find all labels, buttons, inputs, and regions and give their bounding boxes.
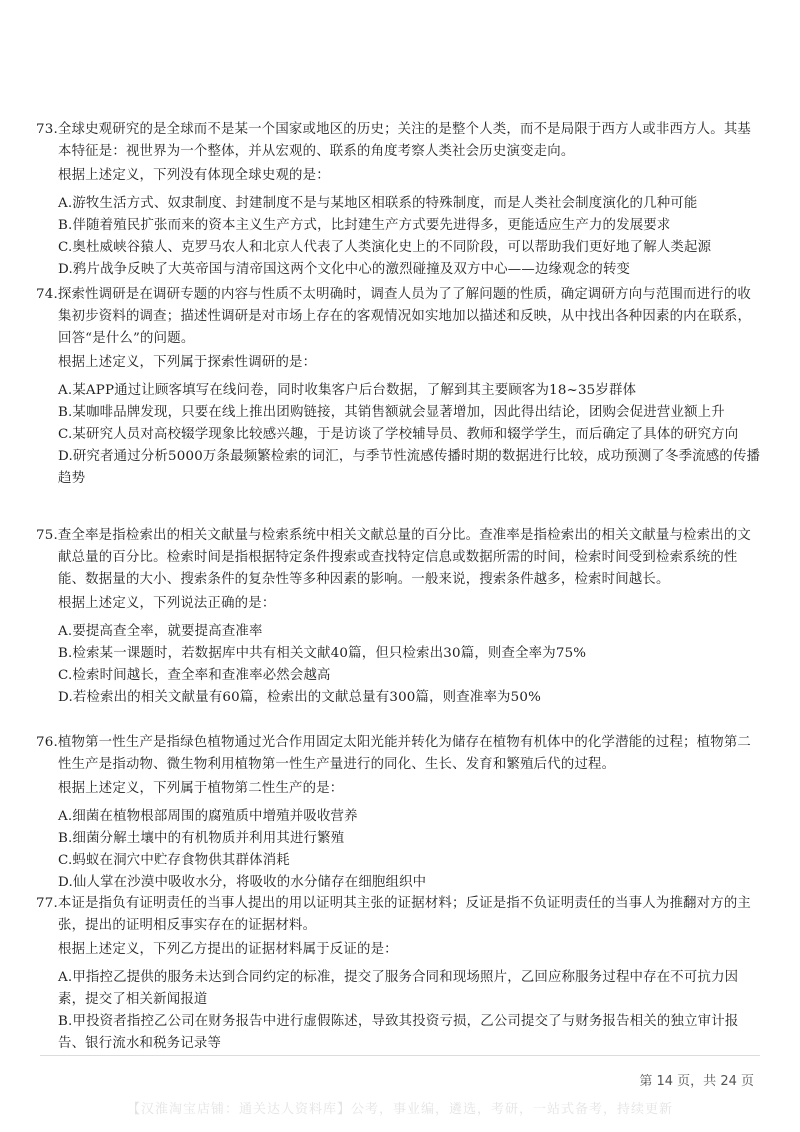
question-73 (36, 119, 764, 281)
option-a: A.某APP通过让顾客填写在线问卷，同时收集客户后台数据，了解到其主要顾客为18~35岁群体 (58, 383, 637, 398)
question-stem: 75.查全率是指检索出的相关文献量与检索系统中相关文献总量的百分比。查准率是指检索出的相关文献量与检索出的文献总量的百分比。检索时间是指根据特定条件搜索或查找特定信息或数据所需的时间，检索时间受到检索系统的性能、数据量的大小、搜索条件的复杂性等多种因素的影响。一般来说，搜索条件越多，检索时间越长。 (36, 528, 752, 587)
option-d: D.鸦片战争反映了大英帝国与清帝国这两个文化中心的激烈碰撞及双方中心——边缘观念的转变 (58, 262, 631, 277)
option-a: A.甲指控乙提供的服务未达到合同约定的标准，提交了服务合同和现场照片，乙回应称服务过程中存在不可抗力因素，提交了相关新闻报道 (58, 970, 739, 1007)
option-b: B.细菌分解土壤中的有机物质并利用其进行繁殖 (58, 831, 345, 846)
question-prompt: 根据上述定义，下列属于探索性调研的是： (58, 355, 317, 370)
question-stem: 77.本证是指负有证明责任的当事人提出的用以证明其主张的证据材料；反证是指不负证明责任的当事人为推翻对方的主张，提出的证明相反事实存在的证据材料。 (36, 896, 752, 933)
question-stem: 74.探索性调研是在调研专题的内容与性质不太明确时，调查人员为了了解问题的性质，确定调研方向与范围而进行的收集初步资料的调查；描述性调研是对市场上存在的客观情况如实地加以描述和反映，从中找出各种因素的内在联系，回答“是什么”的问题。 (36, 287, 752, 346)
question-77 (36, 893, 764, 1055)
option-c: C.某研究人员对高校辍学现象比较感兴趣，于是访谈了学校辅导员、教师和辍学学生，而后确定了具体的研究方向 (58, 427, 739, 442)
question-74 (36, 284, 764, 490)
option-c: C.奥杜威峡谷猿人、克罗马农人和北京人代表了人类演化史上的不同阶段，可以帮助我们更好地了解人类起源 (58, 240, 712, 255)
question-prompt: 根据上述定义，下列属于植物第二性生产的是： (58, 781, 344, 796)
option-b: B.甲投资者指控乙公司在财务报告中进行虚假陈述，导致其投资亏损，乙公司提交了与财务报告相关的独立审计报告、银行流水和税务记录等 (58, 1014, 739, 1051)
option-d: D.若检索出的相关文献量有60篇，检索出的文献总量有300篇，则查准率为50% (58, 690, 542, 705)
option-d: D.研究者通过分析5000万条最频繁检索的词汇，与季节性流感传播时期的数据进行比较，成功预测了冬季流感的传播趋势 (58, 449, 761, 486)
question-prompt: 根据上述定义，下列没有体现全球史观的是： (58, 168, 330, 183)
option-a: A.游牧生活方式、奴隶制度、封建制度不是与某地区相联系的特殊制度，而是人类社会制度演化的几种可能 (58, 196, 698, 211)
question-76 (36, 732, 764, 894)
question-75 (36, 525, 764, 709)
option-a: A.细菌在植物根部周围的腐殖质中增殖并吸收营养 (58, 809, 358, 824)
question-stem: 73.全球史观研究的是全球而不是某一个国家或地区的历史；关注的是整个人类，而不是局限于西方人或非西方人。其基本特征是：视世界为一个整体，并从宏观的、联系的角度考察人类社会历史演变走向。 (36, 122, 752, 159)
option-b: B.检索某一课题时，若数据库中共有相关文献40篇，但只检索出30篇，则查全率为75% (58, 646, 587, 661)
option-b: B.伴随着殖民扩张而来的资本主义生产方式，比封建生产方式要先进得多，更能适应生产力的发展要求 (58, 218, 671, 233)
option-b: B.某咖啡品牌发现，只要在线上推出团购链接，其销售额就会显著增加，因此得出结论，团购会促进营业额上升 (58, 405, 725, 420)
footer-divider (40, 1055, 760, 1056)
watermark-text: 【汉淮淘宝店铺：通关达人资料库】公考，事业编，遴选，考研，一站式备考，持续更新 (126, 1102, 673, 1117)
option-a: A.要提高查全率，就要提高查准率 (58, 624, 263, 639)
option-c: C.蚂蚁在洞穴中贮存食物供其群体消耗 (58, 853, 290, 868)
page-number: 第 14 页，共 24 页 (639, 1074, 754, 1089)
question-prompt: 根据上述定义，下列说法正确的是： (58, 596, 276, 611)
option-d: D.仙人掌在沙漠中吸收水分，将吸收的水分储存在细胞组织中 (58, 875, 427, 890)
option-c: C.检索时间越长，查全率和查准率必然会越高 (58, 668, 331, 683)
question-stem: 76.植物第一性生产是指绿色植物通过光合作用固定太阳光能并转化为储存在植物有机体中的化学潜能的过程；植物第二性生产是指动物、微生物利用植物第一性生产量进行的同化、生长、发育和繁殖后代的过程。 (36, 735, 752, 772)
question-prompt: 根据上述定义，下列乙方提出的证据材料属于反证的是： (58, 942, 398, 957)
